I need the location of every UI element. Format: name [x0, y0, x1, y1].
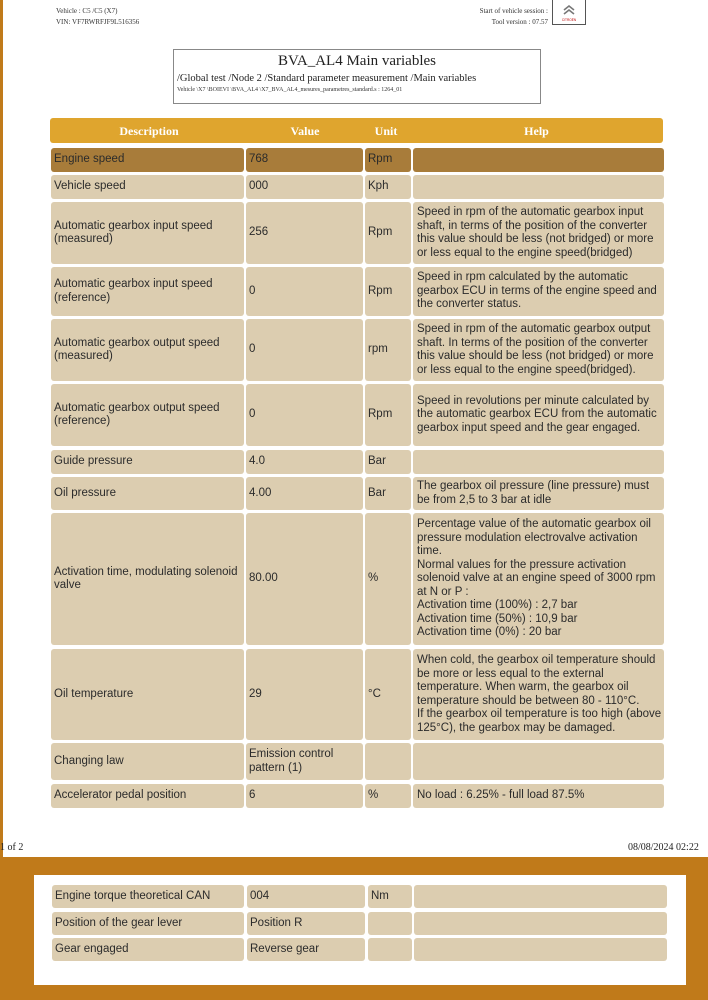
value-cell	[246, 649, 363, 740]
description-cell	[52, 912, 244, 935]
value-cell-text: 768	[249, 153, 269, 166]
unit-cell-text: Bar	[368, 486, 386, 499]
value-cell	[246, 384, 363, 446]
value-cell	[246, 202, 363, 264]
help-cell	[413, 513, 664, 645]
value-cell	[247, 885, 365, 908]
table-row	[52, 885, 666, 908]
description-cell-text: Automatic gearbox output speed (reference)	[54, 401, 220, 427]
help-cell-text: Percentage value of the automatic gearbox oil pressure modulation electrovalve activation time. Normal values for the pressure activation solenoid valve at an engine speed of 3000 rpm at N or P : Activation time (100%) : 2,7 bar Activation time (50%) : 10,9 bar Activation time (0%) : 20 bar	[417, 518, 656, 639]
description-cell-text: Gear engaged	[55, 942, 129, 955]
description-cell-text: Oil pressure	[54, 486, 116, 499]
description-cell-text: Engine torque theoretical CAN	[55, 889, 211, 902]
table-row	[51, 148, 665, 172]
unit-cell-text: Rpm	[368, 408, 393, 421]
description-cell-text: Activation time, modulating solenoid valve	[54, 565, 238, 591]
help-cell-text: When cold, the gearbox oil temperature should be more or less equal to the external temperature. When warm, the gearbox oil temperature should be between 80 - 110°C. If the gearbox oil temperature is too high (above 125°C), the gearbox may be damaged.	[417, 654, 662, 734]
column-header-value: Value	[290, 124, 320, 138]
help-cell	[413, 743, 664, 780]
column-header-description: Description	[119, 124, 179, 138]
table-row	[51, 784, 665, 808]
help-cell-text: Speed in rpm of the automatic gearbox input shaft, in terms of the position of the converter this value should be less (not bridged) or more or less equal to the engine speed(bridged)	[417, 206, 654, 259]
unit-cell	[365, 477, 411, 510]
value-cell-text: 0	[249, 284, 256, 297]
help-cell	[413, 450, 664, 474]
table-row	[51, 202, 665, 264]
vehicle-info	[56, 6, 139, 28]
description-cell-text: Engine speed	[54, 153, 125, 166]
unit-cell	[365, 450, 411, 474]
description-cell	[51, 513, 244, 645]
session-info	[452, 6, 548, 28]
unit-cell-text: %	[368, 572, 379, 585]
value-cell-text: Reverse gear	[250, 942, 320, 955]
description-cell	[51, 267, 244, 316]
value-cell-text: 0	[249, 408, 256, 421]
vin-line: VIN: VF7RWRFJF9L516356	[56, 18, 140, 26]
table-header	[50, 118, 663, 143]
unit-cell	[365, 513, 411, 645]
table-row	[51, 267, 665, 316]
unit-cell	[368, 938, 412, 961]
page-title: BVA_AL4 Main variables	[277, 53, 437, 69]
help-cell-text: The gearbox oil pressure (line pressure) must be from 2,5 to 3 bar at idle	[417, 480, 650, 506]
help-cell	[413, 649, 664, 740]
tool-version-line: Tool version : 07.57	[491, 18, 548, 26]
description-cell	[51, 477, 244, 510]
value-cell-text: 80.00	[249, 572, 278, 585]
value-cell-text: 6	[249, 789, 256, 802]
session-line: Start of vehicle session :	[479, 7, 548, 15]
page-indicator: 1 of 2	[0, 842, 24, 853]
description-cell	[52, 938, 244, 961]
table-row	[52, 912, 666, 935]
unit-cell-text: rpm	[368, 343, 388, 356]
description-cell-text: Automatic gearbox output speed (measured)	[54, 336, 220, 362]
help-cell-text: Speed in rpm of the automatic gearbox output shaft. In terms of the position of the converter this value should be less (not bridged) or more or less equal to the engine speed(bridged).	[417, 323, 654, 376]
help-cell	[413, 784, 664, 808]
unit-cell-text: Nm	[371, 889, 389, 902]
help-cell	[413, 148, 664, 172]
table-row	[52, 938, 666, 961]
breadcrumb: /Global test /Node 2 /Standard parameter measurement /Main variables	[177, 73, 477, 84]
description-cell-text: Vehicle speed	[54, 180, 126, 193]
description-cell-text: Automatic gearbox input speed (reference)	[54, 278, 213, 304]
citroen-logo	[552, 0, 586, 25]
description-cell-text: Accelerator pedal position	[54, 789, 187, 802]
column-header-help: Help	[524, 124, 549, 138]
value-cell-text: 0	[249, 343, 256, 356]
table-row	[51, 513, 665, 645]
script-path: Vehicle \X7 \BOIEVI \BVA_AL4 \X7_BVA_AL4_mesures_parametres_standard.s : 1264_01	[177, 87, 403, 93]
help-cell	[413, 384, 664, 446]
description-cell-text: Guide pressure	[54, 455, 133, 468]
help-cell-text: Speed in rpm calculated by the automatic gearbox ECU in terms of the engine speed and the converter status.	[417, 271, 657, 311]
print-datetime: 08/08/2024 02:22	[628, 842, 699, 853]
value-cell	[246, 319, 363, 381]
value-cell-text: Position R	[250, 916, 303, 929]
table-row	[51, 319, 665, 381]
description-cell-text: Position of the gear lever	[55, 916, 183, 929]
value-cell-text: 000	[249, 180, 269, 193]
value-cell-text: 004	[250, 889, 270, 902]
description-cell-text: Oil temperature	[54, 687, 134, 700]
value-cell	[247, 938, 365, 961]
description-cell	[51, 384, 244, 446]
description-cell	[51, 649, 244, 740]
help-cell	[414, 938, 667, 961]
unit-cell-text: Bar	[368, 455, 386, 468]
table-row	[51, 743, 665, 780]
value-cell-text: 256	[249, 226, 269, 239]
description-cell-text: Automatic gearbox input speed (measured)	[54, 219, 213, 245]
vehicle-line: Vehicle : C5 /C5 (X7)	[56, 7, 118, 15]
value-cell	[246, 477, 363, 510]
chevron-logo-icon	[553, 0, 585, 24]
description-cell	[51, 784, 244, 808]
value-cell-text: 29	[249, 687, 262, 700]
help-cell	[413, 477, 664, 510]
unit-cell-text: Rpm	[368, 153, 393, 166]
description-cell	[51, 743, 244, 780]
table-row	[51, 450, 665, 474]
unit-cell	[368, 885, 412, 908]
value-cell	[246, 267, 363, 316]
description-cell	[51, 175, 244, 199]
unit-cell	[365, 743, 411, 780]
table-row	[51, 384, 665, 446]
value-cell	[246, 513, 363, 645]
help-cell	[414, 885, 667, 908]
unit-cell	[365, 148, 411, 172]
unit-cell	[365, 175, 411, 199]
description-cell	[52, 885, 244, 908]
unit-cell	[368, 912, 412, 935]
unit-cell	[365, 319, 411, 381]
unit-cell	[365, 202, 411, 264]
help-cell	[413, 175, 664, 199]
unit-cell	[365, 267, 411, 316]
unit-cell-text: Rpm	[368, 226, 393, 239]
help-cell	[413, 267, 664, 316]
value-cell	[246, 148, 363, 172]
value-cell	[246, 784, 363, 808]
description-cell-text: Changing law	[54, 754, 124, 767]
value-cell-text: 4.0	[249, 455, 265, 468]
unit-cell-text: Kph	[368, 180, 389, 193]
description-cell	[51, 148, 244, 172]
description-cell	[51, 319, 244, 381]
unit-cell	[365, 649, 411, 740]
table-row	[51, 175, 665, 199]
value-cell	[246, 743, 363, 780]
table-row	[51, 649, 665, 740]
title-box	[173, 49, 541, 104]
description-cell	[51, 450, 244, 474]
table-row	[51, 477, 665, 510]
help-cell-text: No load : 6.25% - full load 87.5%	[417, 789, 585, 802]
unit-cell-text: Rpm	[368, 284, 393, 297]
unit-cell-text: %	[368, 789, 379, 802]
column-header-unit: Unit	[374, 124, 398, 138]
value-cell	[247, 912, 365, 935]
help-cell	[414, 912, 667, 935]
unit-cell	[365, 384, 411, 446]
value-cell	[246, 450, 363, 474]
unit-cell	[365, 784, 411, 808]
unit-cell-text: °C	[368, 687, 381, 700]
help-cell	[413, 319, 664, 381]
value-cell-text: 4.00	[249, 486, 272, 499]
description-cell	[51, 202, 244, 264]
help-cell-text: Speed in revolutions per minute calculated by the automatic gearbox ECU from the automatic gearbox input speed and the gear engaged.	[417, 394, 657, 434]
help-cell	[413, 202, 664, 264]
page-left-border	[0, 0, 3, 860]
brand-logo-text: CITROËN	[561, 18, 577, 22]
value-cell-text: Emission control pattern (1)	[249, 748, 334, 774]
value-cell	[246, 175, 363, 199]
